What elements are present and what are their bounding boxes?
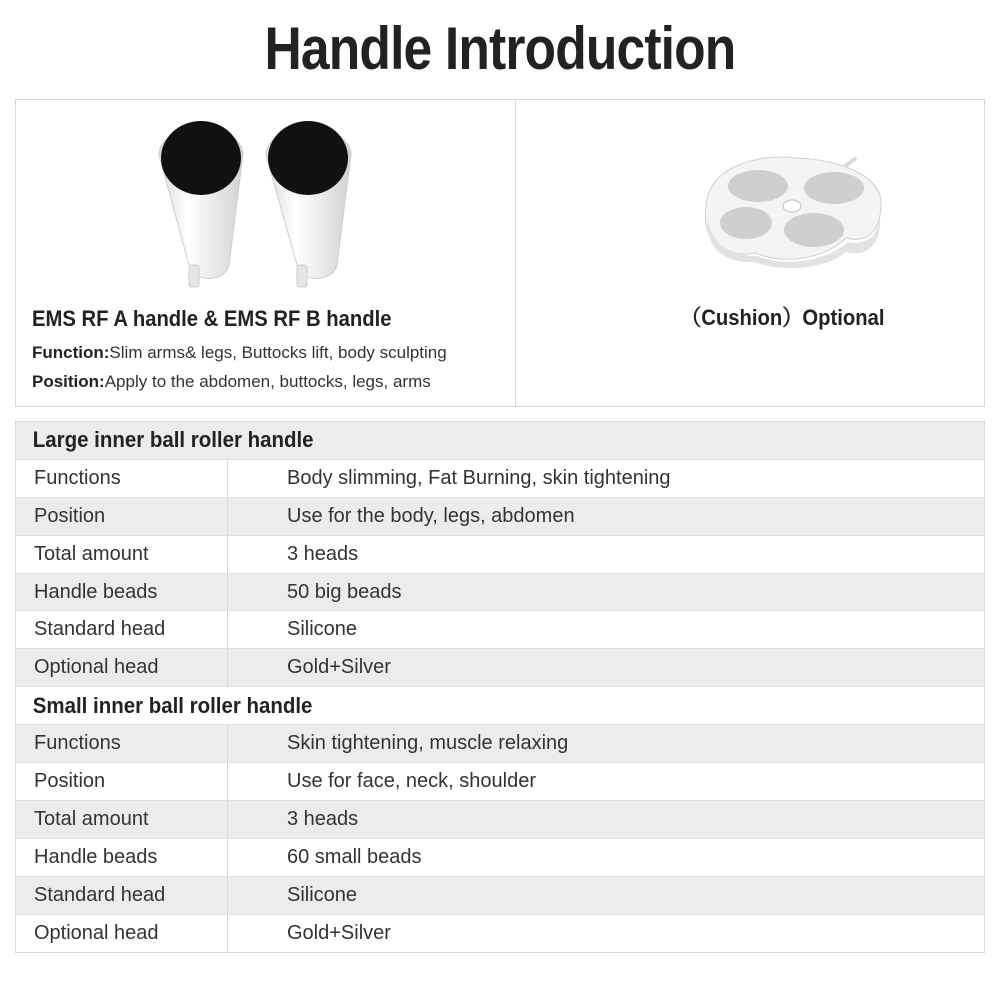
row-value: Gold+Silver bbox=[287, 656, 391, 679]
table-row bbox=[16, 498, 984, 536]
table-row bbox=[16, 763, 984, 801]
section-header-large bbox=[16, 422, 984, 460]
row-label: Total amount bbox=[16, 801, 228, 838]
handle-name: EMS RF A handle & EMS RF B handle bbox=[32, 306, 392, 331]
row-label: Standard head bbox=[16, 877, 228, 914]
row-label: Optional head bbox=[16, 915, 228, 953]
table-row bbox=[16, 536, 984, 574]
row-label: Position bbox=[16, 498, 228, 535]
row-value: 3 heads bbox=[287, 542, 359, 565]
section-title: Small inner ball roller handle bbox=[32, 692, 313, 718]
row-label: Handle beads bbox=[16, 839, 228, 876]
row-value: Gold+Silver bbox=[287, 922, 391, 945]
ems-rf-a-handle bbox=[159, 121, 243, 287]
table-row bbox=[16, 801, 984, 839]
section-title: Large inner ball roller handle bbox=[32, 427, 314, 453]
row-value: Silicone bbox=[287, 618, 358, 641]
row-label: Functions bbox=[16, 460, 228, 497]
row-value: Use for face, neck, shoulder bbox=[287, 769, 537, 792]
spec-table bbox=[15, 421, 985, 953]
row-value: Body slimming, Fat Burning, skin tightening bbox=[287, 466, 671, 489]
row-label: Standard head bbox=[16, 611, 228, 648]
row-label: Optional head bbox=[16, 649, 228, 686]
row-value: Use for the body, legs, abdomen bbox=[287, 504, 575, 527]
table-row bbox=[16, 460, 984, 498]
table-row bbox=[16, 877, 984, 915]
table-row bbox=[16, 915, 984, 953]
row-label: Position bbox=[16, 763, 228, 800]
ems-rf-handles-image bbox=[151, 115, 366, 290]
position-label: Position: bbox=[32, 372, 105, 391]
row-label: Handle beads bbox=[16, 574, 228, 611]
table-row bbox=[16, 649, 984, 687]
table-row bbox=[16, 839, 984, 877]
row-value: 60 small beads bbox=[287, 845, 422, 868]
row-value: Skin tightening, muscle relaxing bbox=[287, 732, 569, 755]
row-label: Functions bbox=[16, 725, 228, 762]
handle-overview-box bbox=[15, 99, 985, 407]
section-header-small bbox=[16, 687, 984, 725]
row-value: Silicone bbox=[287, 883, 358, 906]
function-text: Slim arms& legs, Buttocks lift, body sculpting bbox=[109, 343, 447, 362]
page-title: Handle Introduction bbox=[264, 15, 736, 82]
row-value: 3 heads bbox=[287, 807, 359, 830]
position-line bbox=[32, 372, 431, 392]
table-row bbox=[16, 725, 984, 763]
table-row bbox=[16, 574, 984, 612]
cushion-panel bbox=[516, 100, 986, 406]
ems-rf-b-handle bbox=[266, 121, 351, 287]
cushion-label: （Cushion）Optional bbox=[681, 305, 885, 330]
row-label: Total amount bbox=[16, 536, 228, 573]
position-text: Apply to the abdomen, buttocks, legs, arms bbox=[104, 372, 431, 391]
table-row bbox=[16, 611, 984, 649]
row-value: 50 big beads bbox=[287, 580, 402, 603]
cushion-image bbox=[696, 148, 886, 273]
function-line bbox=[32, 343, 447, 363]
function-label: Function: bbox=[32, 343, 110, 362]
